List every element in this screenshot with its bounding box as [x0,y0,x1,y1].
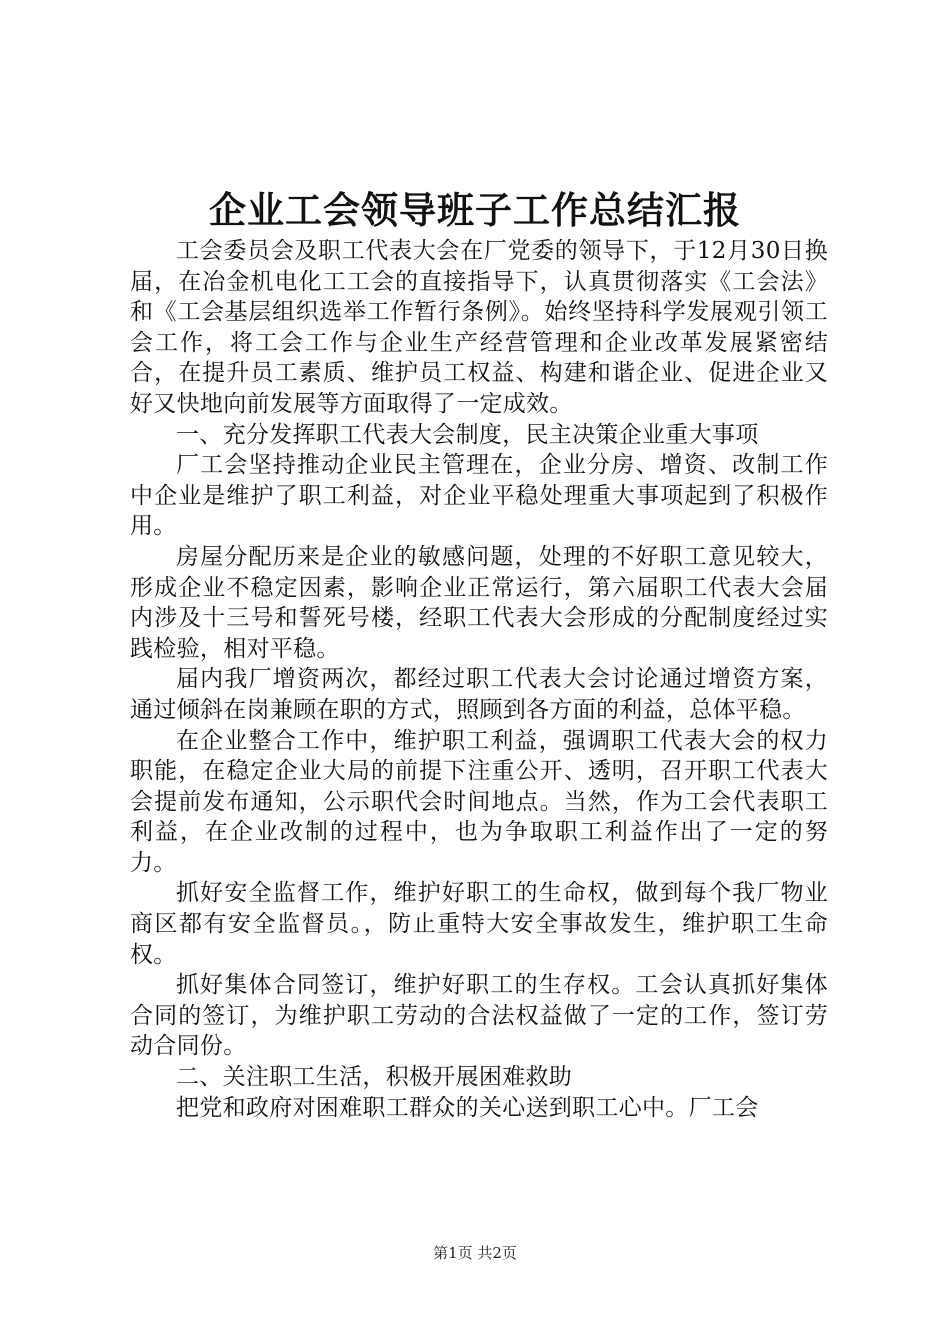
paragraph-salary: 届内我厂增资两次，都经过职工代表大会讨论通过增资方案，通过倾斜在岗兼顾在职的方式，照顾到各方面的利益，总体平稳。 [130,666,828,723]
section-heading-1: 一、充分发挥职工代表大会制度，民主决策企业重大事项 [176,421,759,448]
document-title: 企业工会领导班子工作总结汇报 [209,188,741,232]
page-footer: 第1页 共2页 [433,1244,517,1262]
paragraph-democratic-management: 厂工会坚持推动企业民主管理在，企业分房、增资、改制工作中企业是维护了职工利益，对企业平稳处理重大事项起到了积极作用。 [130,452,828,540]
section-heading-2: 二、关注职工生活，积极开展困难救助 [176,1064,573,1091]
paragraph-intro: 工会委员会及职工代表大会在厂党委的领导下，于12月30日换届，在冶金机电化工工会的直接指导下，认真贯彻落实《工会法》和《工会基层组织选举工作暂行条例》。始终坚持科学发展观引领工会工作，将工会工作与企业生产经营管理和企业改革发展紧密结合，在提升员工素质、维护员工权益、构建和谐企业、促进企业又好又快地向前发展等方面取得了一定成效。 [130,238,828,417]
paragraph-integration: 在企业整合工作中，维护职工利益，强调职工代表大会的权力职能，在稳定企业大局的前提下注重公开、透明，召开职工代表大会提前发布通知，公示职代会时间地点。当然，作为工会代表职工利益，在企业改制的过程中，也为争取职工利益作出了一定的努力。 [130,727,828,876]
paragraph-contract: 抓好集体合同签订，维护好职工的生存权。工会认真抓好集体合同的签订，为维护职工劳动的合法权益做了一定的工作，签订劳动合同份。 [130,972,828,1060]
document-body [130,236,828,1123]
paragraph-housing: 房屋分配历来是企业的敏感问题，处理的不好职工意见较大，形成企业不稳定因素，影响企业正常运行，第六届职工代表大会届内涉及十三号和誓死号楼，经职工代表大会形成的分配制度经过实践检验，相对平稳。 [130,543,828,662]
paragraph-assistance: 把党和政府对困难职工群众的关心送到职工心中。厂工会 [176,1094,759,1121]
paragraph-safety: 抓好安全监督工作，维护好职工的生命权，做到每个我厂物业商区都有安全监督员。，防止重特大安全事故发生，维护职工生命权。 [130,880,828,968]
